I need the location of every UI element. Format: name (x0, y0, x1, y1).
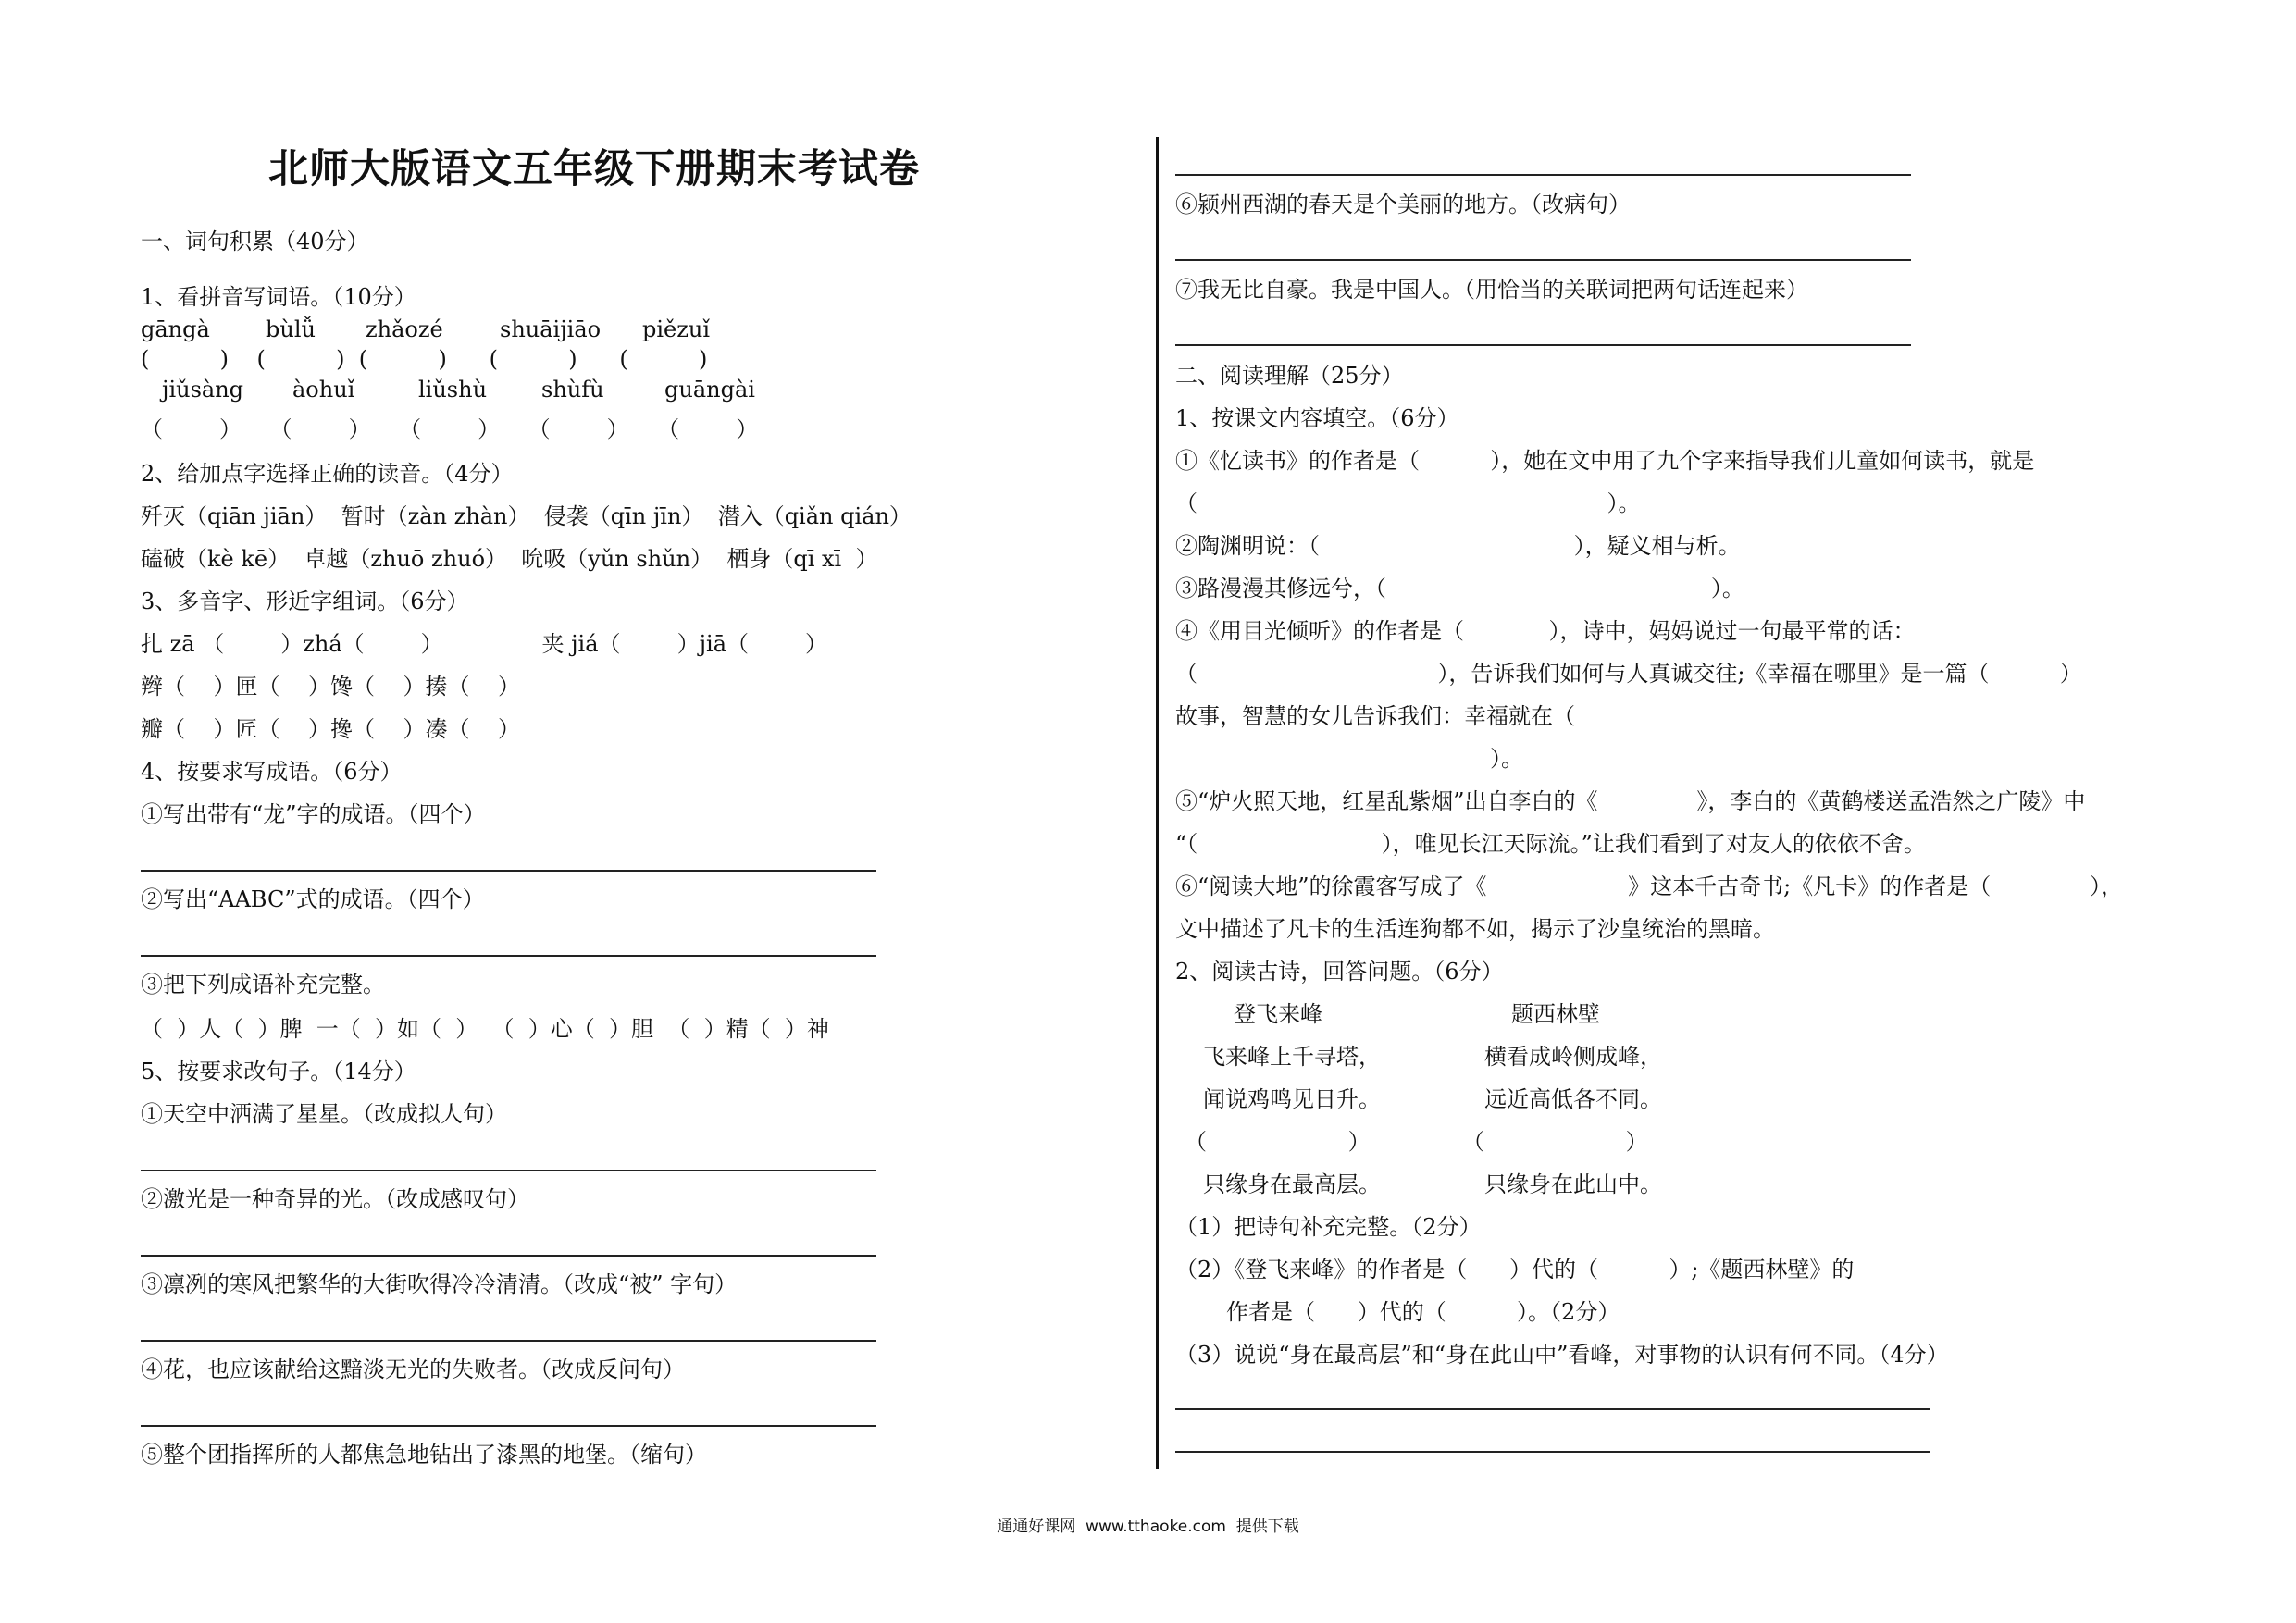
answer-line (1175, 344, 1911, 346)
pinyin-item: piězuǐ (642, 316, 711, 342)
answer-parentheses: ( ) ( ) ( ) ( ) ( ) (141, 346, 708, 372)
reading-question-1-line: ）。 (1490, 746, 1523, 772)
question-3-line: 辫（ ）匣（ ）馋（ ）揍（ ） (141, 674, 521, 700)
reading-question-2-1: （1）把诗句补充完整。（2分） (1175, 1214, 1482, 1240)
question-4-3-line: （ ）人（ ）脾 一（ ）如（ ） （ ）心（ ）胆 （ ）精（ ）神 (141, 1016, 829, 1042)
question-4-3: ③把下列成语补充完整。 (141, 972, 385, 997)
question-3: 3、多音字、形近字组词。（6分） (141, 588, 469, 614)
question-2-line: 磕破（kè kē） 卓越（zhuō zhuó） 吮吸（yǔn shǔn） 栖身（qī xī ） (141, 546, 878, 572)
reading-question-1-line: （ ），告诉我们如何与人真诚交往;《幸福在哪里》是一篇（ ） (1175, 661, 2082, 687)
question-4-1: ①写出带有“龙”字的成语。（四个） (141, 801, 486, 827)
answer-line (141, 1425, 876, 1427)
pinyin-item: shùfù (541, 377, 604, 403)
reading-question-1-line: （ ）。 (1175, 490, 1641, 516)
poem-title: 登飞来峰 (1234, 1001, 1322, 1027)
question-3-line: 瓣（ ）匠（ ）搀（ ）凑（ ） (141, 716, 521, 742)
answer-line (141, 1255, 876, 1257)
pinyin-item: shuāijiāo (500, 316, 602, 342)
reading-question-2: 2、阅读古诗，回答问题。（6分） (1175, 959, 1504, 985)
question-5-2: ②激光是一种奇异的光。（改成感叹句） (141, 1186, 529, 1212)
answer-line (1175, 259, 1911, 261)
reading-question-1-line: ⑤“炉火照天地，红星乱紫烟”出自李白的《 》，李白的《黄鹤楼送孟浩然之广陵》中 (1175, 788, 2086, 814)
pinyin-item: guāngài (664, 377, 755, 403)
question-4-2: ②写出“AABC”式的成语。（四个） (141, 886, 485, 912)
reading-question-2-2: 作者是（ ）代的（ ）。（2分） (1226, 1299, 1620, 1325)
question-3-line: 扎 zā （ ）zhá（ ） 夹 jiá（ ）jiā（ ） (141, 631, 828, 657)
footer-source: 通通好课网 www.tthaoke.com 提供下载 (997, 1518, 1299, 1536)
poem-line: 飞来峰上千寻塔， (1203, 1044, 1381, 1070)
pinyin-item: zhǎozé (366, 316, 443, 342)
reading-question-1-line: “（ ），唯见长江天际流。”让我们看到了对友人的依依不舍。 (1175, 831, 1926, 857)
answer-line (1175, 1451, 1930, 1453)
question-2-line: 歼灭（qiān jiān） 暂时（zàn zhàn） 侵袭（qīn jīn） 潜入（qiǎn qián） (141, 503, 912, 529)
pinyin-item: àohuǐ (292, 377, 355, 403)
section-2-heading: 二、阅读理解（25分） (1175, 363, 1404, 389)
reading-question-1-line: ②陶渊明说：（ ），疑义相与析。 (1175, 533, 1741, 559)
reading-question-1-line: ④《用目光倾听》的作者是（ ），诗中，妈妈说过一句最平常的话： (1175, 618, 1916, 644)
question-2: 2、给加点字选择正确的读音。（4分） (141, 461, 514, 487)
question-1: 1、看拼音写词语。（10分） (141, 284, 416, 310)
reading-question-1-line: 故事，智慧的女儿告诉我们：幸福就在（ (1175, 703, 1575, 729)
reading-question-1-line: ③路漫漫其修远兮，（ ）。 (1175, 576, 1744, 601)
poem-title: 题西林壁 (1511, 1001, 1600, 1027)
answer-line (1175, 174, 1911, 176)
reading-question-1-line: ⑥“阅读大地”的徐霞客写成了《 》这本千古奇书;《凡卡》的作者是（ ）， (1175, 873, 2124, 899)
reading-question-2-2: （2）《登飞来峰》的作者是（ ）代的（ ）;《题西林壁》的 (1175, 1257, 1855, 1282)
question-5-7: ⑦我无比自豪。我是中国人。（用恰当的关联词把两句话连起来） (1175, 277, 1808, 303)
question-5-3: ③凛冽的寒风把繁华的大街吹得冷冷清清。（改成“被” 字句） (141, 1271, 738, 1297)
poem-line: 只缘身在此山中。 (1484, 1171, 1662, 1197)
reading-question-2-3: （3）说说“身在最高层”和“身在此山中”看峰，对事物的认识有何不同。（4分） (1175, 1342, 1949, 1368)
poem-line: 只缘身在最高层。 (1203, 1171, 1381, 1197)
poem-blank: （ ） (1462, 1129, 1648, 1155)
question-5-4: ④花，也应该献给这黯淡无光的失败者。（改成反问句） (141, 1357, 685, 1382)
poem-line: 横看成岭侧成峰， (1484, 1044, 1662, 1070)
question-4: 4、按要求写成语。（6分） (141, 759, 403, 785)
page-title: 北师大版语文五年级下册期末考试卷 (268, 146, 920, 192)
question-5-5: ⑤整个团指挥所的人都焦急地钻出了漆黑的地堡。（缩句） (141, 1442, 707, 1468)
poem-line: 闻说鸡鸣见日升。 (1203, 1086, 1381, 1112)
reading-question-1-line: 文中描述了凡卡的生活连狗都不如，揭示了沙皇统治的黑暗。 (1175, 916, 1775, 942)
answer-line (141, 1170, 876, 1171)
answer-line (141, 955, 876, 957)
reading-question-1-line: ①《忆读书》的作者是（ ），她在文中用了九个字来指导我们儿童如何读书，就是 (1175, 448, 2035, 474)
pinyin-item: jiǔsàng (162, 377, 244, 403)
pinyin-item: liǔshù (418, 377, 488, 403)
pinyin-item: gāngà (141, 316, 210, 342)
reading-question-1: 1、按课文内容填空。（6分） (1175, 405, 1459, 431)
pinyin-item: bùlǚ (266, 316, 316, 342)
column-divider (1156, 137, 1159, 1469)
question-5-6: ⑥颍州西湖的春天是个美丽的地方。（改病句） (1175, 192, 1631, 217)
answer-line (141, 1340, 876, 1342)
poem-line: 远近高低各不同。 (1484, 1086, 1662, 1112)
answer-line (141, 870, 876, 872)
answer-line (1175, 1408, 1930, 1410)
answer-parentheses: （ ） （ ） （ ） （ ） （ ） (141, 416, 759, 442)
poem-blank: （ ） (1185, 1129, 1371, 1155)
question-5: 5、按要求改句子。（14分） (141, 1059, 416, 1084)
question-5-1: ①天空中洒满了星星。（改成拟人句） (141, 1101, 507, 1127)
section-1-heading: 一、词句积累（40分） (141, 229, 369, 254)
